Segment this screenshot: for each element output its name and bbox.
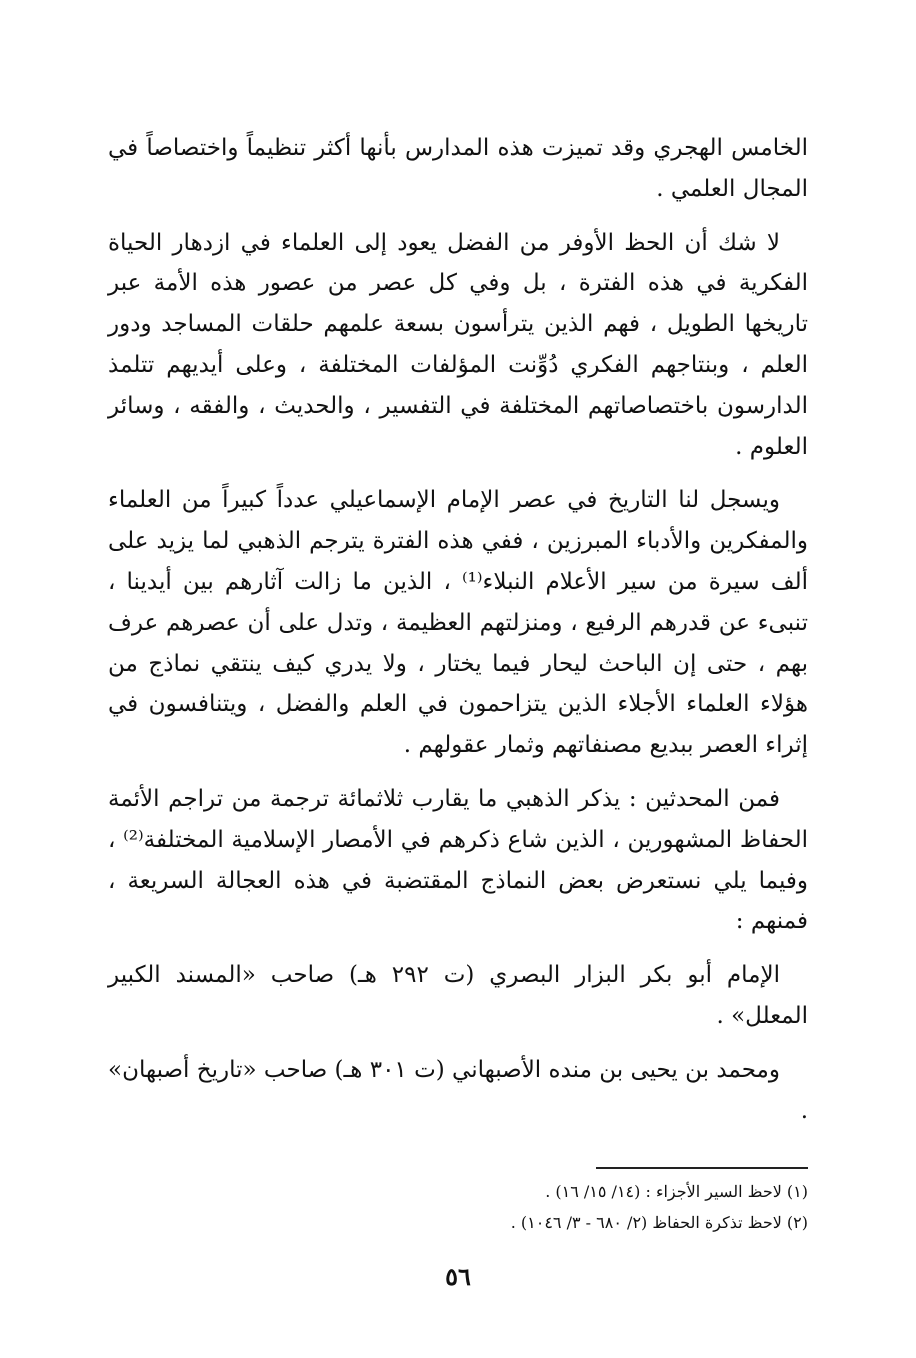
paragraph-history-records: ويسجل لنا التاريخ في عصر الإمام الإسماعيلي عدداً كبيراً من العلماء والمفكرين والأدباء المبرزين ، ففي هذه الفترة يترجم الذهبي لما يزيد على ألف سيرة من سير الأعلام النبلاء⁽¹⁾ ، الذين ما زالت آثارهم بين أيدينا ، تنبىء عن قدرهم الرفيع ، ومنزلتهم العظيمة ، وتدل على أن عصرهم عرف بهم ، حتى إن الباحث ليحار فيما يختار ، ولا يدري كيف ينتقي نماذج من هؤلاء العلماء الأجلاء الذين يتزاحمون في العلم والفضل ، ويتنافسون في إثراء العصر ببديع مصنفاتهم وثمار عقولهم .	[108, 487, 809, 759]
paragraph-hadith-scholars: فمن المحدثين : يذكر الذهبي ما يقارب ثلاثمائة ترجمة من تراجم الأئمة الحفاظ المشهورين ، الذين شاع ذكرهم في الأمصار الإسلامية المختلفة⁽²⁾ ، وفيما يلي نستعرض بعض النماذج المقتضبة في هذه العجالة السريعة ، فمنهم :	[108, 785, 808, 935]
paragraph-ibn-mandah: ومحمد بن يحيى بن منده الأصبهاني (ت ٣٠١ هـ) صاحب «تاريخ أصبهان» .	[108, 1056, 808, 1124]
paragraph-continuation: الخامس الهجري وقد تميزت هذه المدارس بأنها أكثر تنظيماً واختصاصاً في المجال العلمي .	[108, 135, 808, 202]
footnotes	[108, 1176, 808, 1238]
footnote-divider	[596, 1167, 808, 1169]
paragraph-al-bazzar: الإمام أبو بكر البزار البصري (ت ٢٩٢ هـ) صاحب «المسند الكبير المعلل» .	[108, 962, 808, 1029]
footnote-1: (١) لاحظ السير الأجزاء : (١٤/ ١٥/ ١٦) .	[545, 1182, 808, 1201]
page-number: ٥٦	[445, 1262, 471, 1291]
footnote-2: (٢) لاحظ تذكرة الحفاظ (٢/ ٦٨٠ - ٣/ ١٠٤٦) .	[510, 1213, 808, 1232]
body-text	[108, 128, 808, 1144]
paragraph-scholars-role: لا شك أن الحظ الأوفر من الفضل يعود إلى العلماء في ازدهار الحياة الفكرية في هذه الفترة ، بل وفي كل عصر من عصور هذه الأمة عبر تاريخها الطويل ، فهم الذين يترأسون بسعة علمهم حلقات المساجد ودور العلم ، وبنتاجهم الفكري دُوِّنت المؤلفات المختلفة ، وعلى أيديهم تتلمذ الدارسون باختصاصاتهم المختلفة في التفسير ، والحديث ، والفقه ، وسائر العلوم .	[108, 229, 808, 460]
